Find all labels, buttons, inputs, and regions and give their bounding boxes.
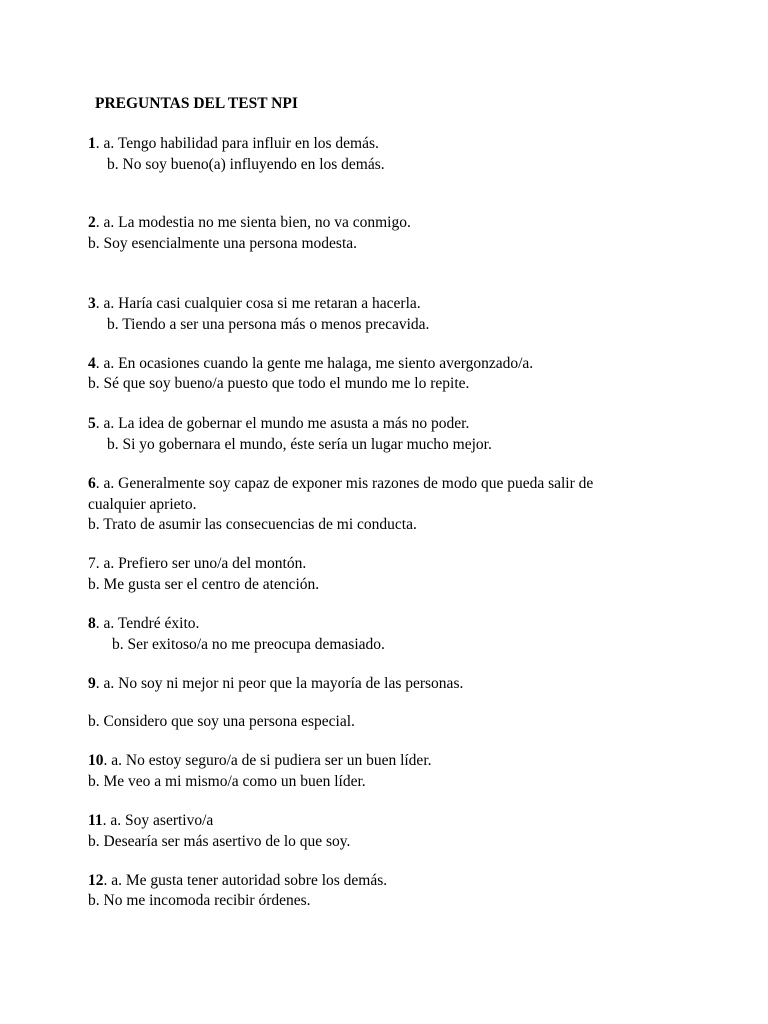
question-number: 9 — [88, 675, 96, 692]
question-8-option-a: 8. a. Tendré éxito. — [88, 615, 200, 632]
question-9-option-b: b. Considero que soy una persona especial. — [88, 713, 355, 730]
question-12-option-b: b. No me incomoda recibir órdenes. — [88, 892, 311, 909]
question-number: 2 — [88, 214, 96, 231]
question-number: 10 — [88, 752, 104, 769]
question-1-option-b: b. No soy bueno(a) influyendo en los demás. — [107, 156, 385, 173]
question-1-option-a: 1. a. Tengo habilidad para influir en los demás. — [88, 135, 379, 152]
question-11-option-b: b. Desearía ser más asertivo de lo que soy. — [88, 833, 351, 850]
question-number: 4 — [88, 355, 96, 372]
question-number: 5 — [88, 415, 96, 432]
page-title: PREGUNTAS DEL TEST NPI — [95, 95, 298, 112]
question-3-option-b: b. Tiendo a ser una persona más o menos precavida. — [107, 316, 430, 333]
question-2-option-b: b. Soy esencialmente una persona modesta. — [88, 235, 358, 252]
question-5-option-a: 5. a. La idea de gobernar el mundo me asusta a más no poder. — [88, 415, 470, 432]
question-8-option-b: b. Ser exitoso/a no me preocupa demasiado. — [112, 636, 385, 653]
question-number: 11 — [88, 812, 103, 829]
question-3-option-a: 3. a. Haría casi cualquier cosa si me retaran a hacerla. — [88, 295, 421, 312]
question-number: 3 — [88, 295, 96, 312]
question-4-option-b: b. Sé que soy bueno/a puesto que todo el mundo me lo repite. — [88, 375, 470, 392]
question-number: 8 — [88, 615, 96, 632]
question-2-option-a: 2. a. La modestia no me sienta bien, no va conmigo. — [88, 214, 411, 231]
question-10-option-b: b. Me veo a mi mismo/a como un buen líder. — [88, 773, 366, 790]
question-6-option-b: b. Trato de asumir las consecuencias de mi conducta. — [88, 516, 417, 533]
question-11-option-a: 11. a. Soy asertivo/a — [88, 812, 214, 829]
question-4-option-a: 4. a. En ocasiones cuando la gente me halaga, me siento avergonzado/a. — [88, 355, 534, 372]
question-number: 12 — [88, 872, 104, 889]
question-10-option-a: 10. a. No estoy seguro/a de si pudiera ser un buen líder. — [88, 752, 432, 769]
question-9-option-a: 9. a. No soy ni mejor ni peor que la mayoría de las personas. — [88, 675, 464, 692]
question-7-option-b: b. Me gusta ser el centro de atención. — [88, 576, 320, 593]
question-7-option-a: 7. a. Prefiero ser uno/a del montón. — [88, 555, 307, 572]
question-number: 6 — [88, 475, 96, 492]
question-12-option-a: 12. a. Me gusta tener autoridad sobre los demás. — [88, 872, 388, 889]
question-6-option-a-continued: cualquier aprieto. — [88, 496, 197, 513]
question-5-option-b: b. Si yo gobernara el mundo, éste sería un lugar mucho mejor. — [107, 436, 492, 453]
question-6-option-a: 6. a. Generalmente soy capaz de exponer mis razones de modo que pueda salir de — [88, 475, 594, 492]
question-number: 1 — [88, 135, 96, 152]
